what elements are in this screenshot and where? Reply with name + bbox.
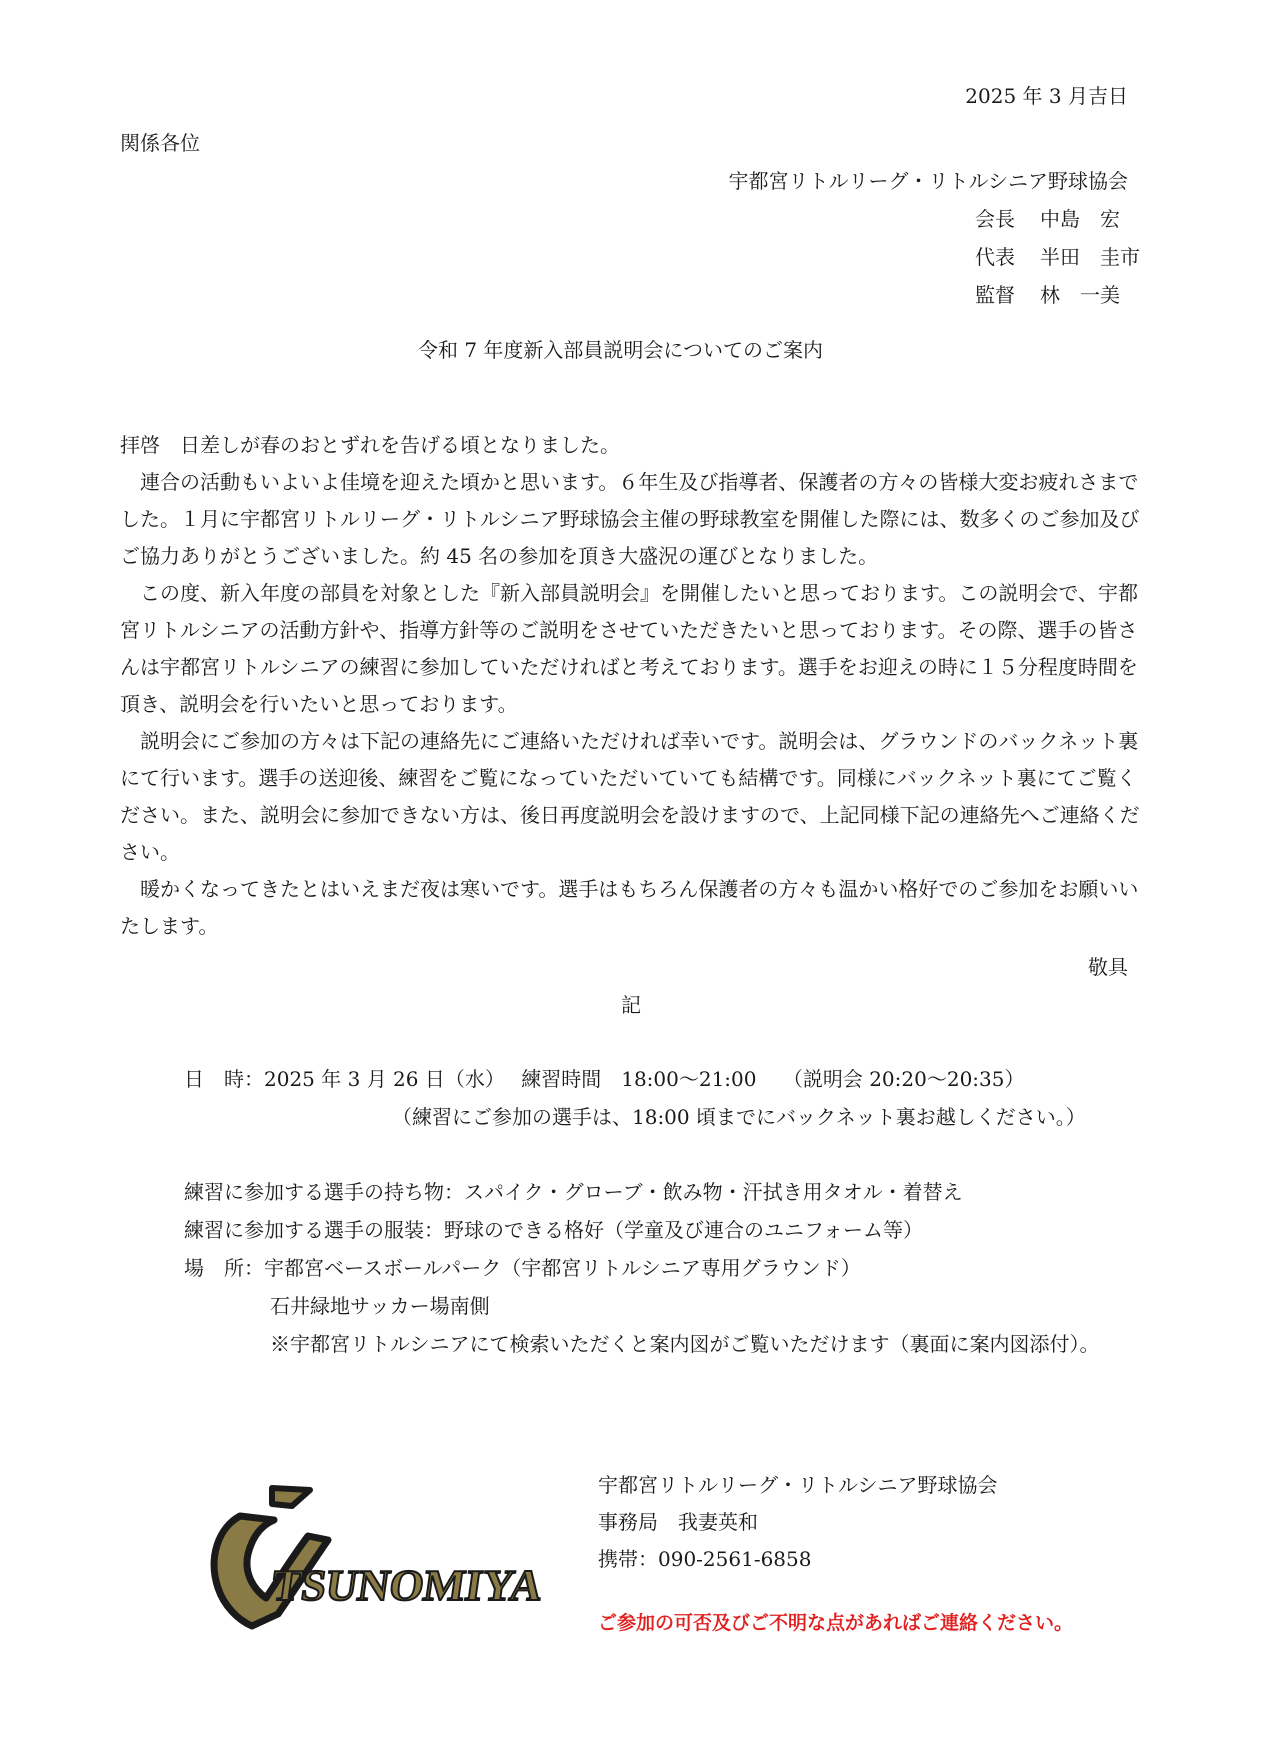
officer-name-3: 林 一美 bbox=[1040, 283, 1120, 307]
event-date-line: 日 時：2025 年 3 月 26 日（水） 練習時間 18:00～21:00 （説明会 20:20～20:35） bbox=[184, 1067, 1025, 1091]
clothes-line: 練習に参加する選手の服装：野球のできる格好（学童及び連合のユニフォーム等） bbox=[184, 1218, 923, 1242]
addressee: 関係各位 bbox=[120, 131, 200, 155]
officer-role-2: 代表 bbox=[975, 245, 1015, 269]
contact-office: 事務局 我妻英和 bbox=[598, 1510, 758, 1534]
officer-name-1: 中島 宏 bbox=[1040, 207, 1120, 231]
sender-org: 宇都宮リトルリーグ・リトルシニア野球協会 bbox=[728, 169, 1128, 193]
contact-org: 宇都宮リトルリーグ・リトルシニア野球協会 bbox=[598, 1473, 998, 1497]
officer-name-2: 半田 圭市 bbox=[1040, 245, 1140, 269]
paragraph-1: 連合の活動もいよいよ佳境を迎えた頃かと思います。６年生及び指導者、保護者の方々の皆様大変お疲れさまでした。１月に宇都宮リトルリーグ・リトルシニア野球協会主催の野球教室を開催した際には、数多くのご参加及びご協力ありがとうございました。約 45 名の参加を頂き大盛況の運びとなりました。 bbox=[120, 470, 1140, 568]
greeting: 拝啓 日差しが春のおとずれを告げる頃となりました。 bbox=[120, 433, 620, 457]
contact-phone: 携帯：090-2561-6858 bbox=[598, 1547, 812, 1571]
ki-heading: 記 bbox=[621, 993, 641, 1017]
closing: 敬具 bbox=[1088, 955, 1128, 979]
logo-text: TSUNOMIYA bbox=[268, 1561, 546, 1610]
paragraph-3: 説明会にご参加の方々は下記の連絡先にご連絡いただければ幸いです。説明会は、グラウンドのバックネット裏にて行います。選手の送迎後、練習をご覧になっていただいていても結構です。同様にバックネット裏にてご覧ください。また、説明会に参加できない方は、後日再度説明会を設けますので、上記同様下記の連絡先へご連絡ください。 bbox=[120, 729, 1140, 864]
place-subline: 石井緑地サッカー場南側 bbox=[270, 1294, 490, 1318]
document-title: 令和 7 年度新入部員説明会についてのご案内 bbox=[417, 338, 824, 362]
event-date-note: （練習にご参加の選手は、18:00 頃までにバックネット裏お越しください。） bbox=[392, 1105, 1086, 1129]
utsunomiya-logo bbox=[200, 1488, 546, 1633]
items-line: 練習に参加する選手の持ち物：スパイク・グローブ・飲み物・汗拭き用タオル・着替え bbox=[184, 1180, 963, 1204]
issue-date: 2025 年 3 月吉日 bbox=[965, 84, 1128, 108]
place-line: 場 所：宇都宮ベースボールパーク（宇都宮リトルシニア専用グラウンド） bbox=[184, 1256, 861, 1280]
officer-role-3: 監督 bbox=[975, 283, 1015, 307]
place-note: ※宇都宮リトルシニアにて検索いただくと案内図がご覧いただけます（裏面に案内図添付）。 bbox=[270, 1332, 1100, 1356]
paragraph-4: 暖かくなってきたとはいえまだ夜は寒いです。選手はもちろん保護者の方々も温かい格好でのご参加をお願いいたします。 bbox=[120, 877, 1139, 938]
contact-notice: ご参加の可否及びご不明な点があればご連絡ください。 bbox=[598, 1612, 1074, 1634]
paragraph-2: この度、新入年度の部員を対象とした『新入部員説明会』を開催したいと思っております。この説明会で、宇都宮リトルシニアの活動方針や、指導方針等のご説明をさせていただきたいと思っております。その際、選手の皆さんは宇都宮リトルシニアの練習に参加していただければと考えております。選手をお迎えの時に１５分程度時間を頂き、説明会を行いたいと思っております。 bbox=[120, 581, 1138, 716]
officer-role-1: 会長 bbox=[975, 207, 1015, 231]
logo-top-mark bbox=[272, 1488, 310, 1506]
letter-body bbox=[120, 427, 1148, 945]
